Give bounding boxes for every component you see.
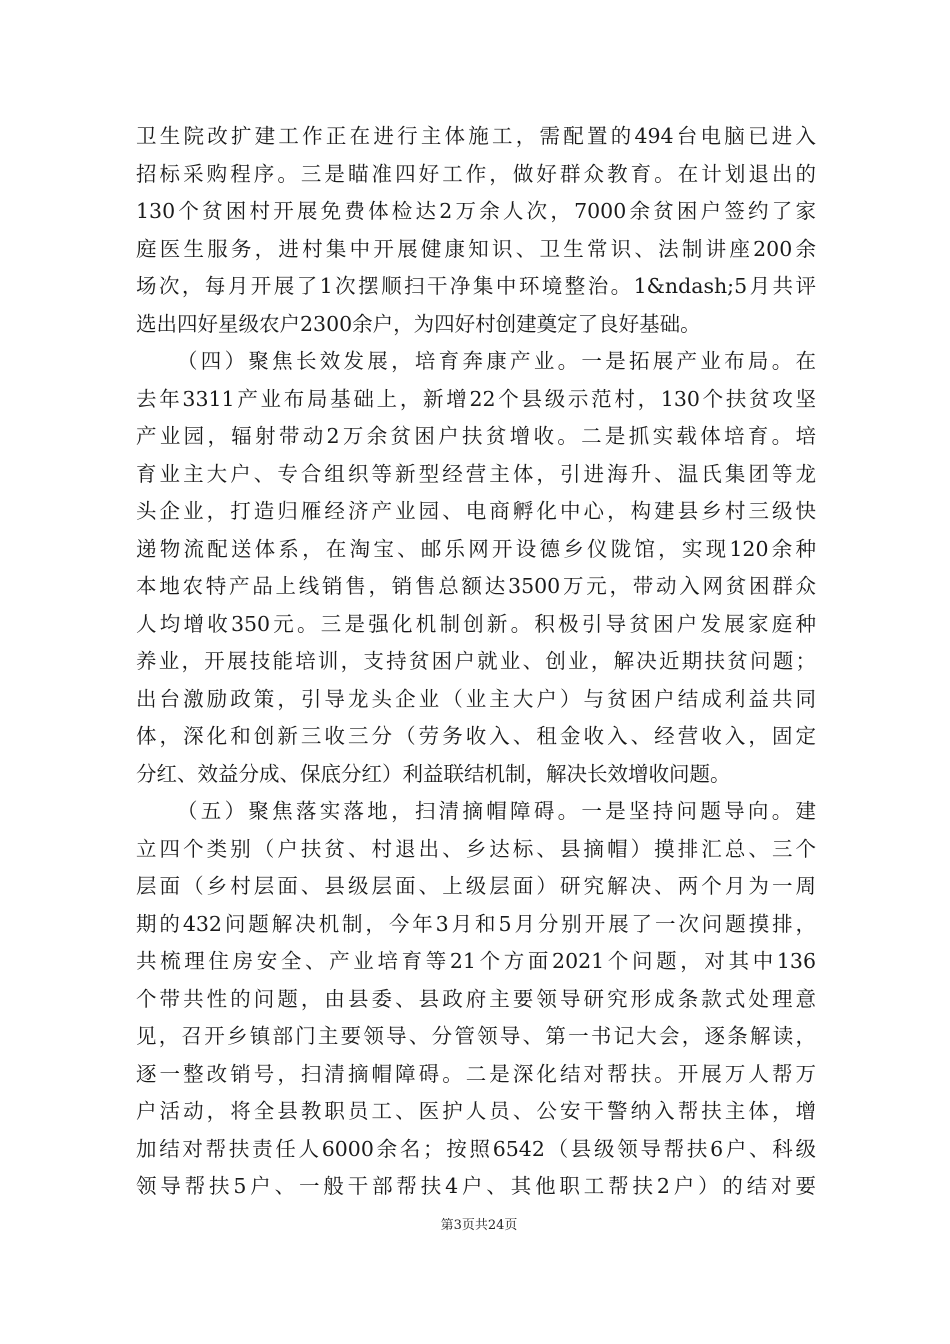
text-line: 个带共性的问题，由县委、县政府主要领导研究形成条款式处理意 (136, 986, 816, 1011)
text-line: 体，深化和创新三收三分（劳务收入、租金收入、经营收入，固定 (136, 724, 816, 748)
text-line: （五）聚焦落实落地，扫清摘帽障碍。一是坚持问题导向。建 (177, 799, 816, 823)
paragraph-five (136, 793, 816, 1206)
text-line: 头企业，打造归雁经济产业园、电商孵化中心，构建县乡村三级快 (136, 499, 816, 523)
text-line: 分红、效益分成、保底分红）利益联结机制，解决长效增收问题。 (136, 761, 731, 786)
paragraph-four (136, 343, 816, 793)
text-line: 逐一整改销号，扫清摘帽障碍。二是深化结对帮扶。开展万人帮万 (136, 1061, 816, 1086)
text-line: 层面（乡村层面、县级层面、上级层面）研究解决、两个月为一周 (136, 874, 816, 898)
text-line: 见，召开乡镇部门主要领导、分管领导、第一书记大会，逐条解读， (136, 1024, 816, 1048)
page-number: 第3页共24页 (440, 1218, 518, 1233)
text-line: 立四个类别（户扶贫、村退出、乡达标、县摘帽）摸排汇总、三个 (136, 836, 816, 861)
text-line: 人均增收350元。三是强化机制创新。积极引导贫困户发展家庭种 (136, 611, 816, 636)
text-line: 庭医生服务，进村集中开展健康知识、卫生常识、法制讲座200余 (136, 236, 816, 261)
text-line: 养业，开展技能培训，支持贫困户就业、创业，解决近期扶贫问题； (136, 649, 816, 673)
text-line: 卫生院改扩建工作正在进行主体施工，需配置的494台电脑已进入 (136, 124, 816, 148)
text-line: 期的432问题解决机制，今年3月和5月分别开展了一次问题摸排， (136, 911, 816, 936)
text-line: 场次，每月开展了1次摆顺扫干净集中环境整治。1&ndash;5月共评 (136, 274, 816, 298)
paragraph-continued (136, 118, 816, 343)
text-line: 选出四好星级农户2300余户，为四好村创建奠定了良好基础。 (136, 311, 701, 336)
text-line: 育业主大户、专合组织等新型经营主体，引进海升、温氏集团等龙 (136, 461, 816, 486)
text-line: 去年3311产业布局基础上，新增22个县级示范村，130个扶贫攻坚 (136, 386, 816, 411)
page-footer (0, 1214, 950, 1233)
text-line: 本地农特产品上线销售，销售总额达3500万元，带动入网贫困群众 (136, 574, 816, 598)
text-line: 加结对帮扶责任人6000余名；按照6542（县级领导帮扶6户、科级 (136, 1136, 816, 1161)
text-line: 出台激励政策，引导龙头企业（业主大户）与贫困户结成利益共同 (136, 686, 816, 711)
text-line: 户活动，将全县教职员工、医护人员、公安干警纳入帮扶主体，增 (136, 1099, 816, 1123)
text-line: （四）聚焦长效发展，培育奔康产业。一是拓展产业布局。在 (177, 349, 816, 373)
body-text (136, 118, 816, 1206)
text-line: 共梳理住房安全、产业培育等21个方面2021个问题，对其中136 (136, 949, 816, 973)
text-line: 招标采购程序。三是瞄准四好工作，做好群众教育。在计划退出的 (136, 161, 816, 186)
text-line: 130个贫困村开展免费体检达2万余人次，7000余贫困户签约了家 (136, 199, 816, 223)
text-line: 产业园，辐射带动2万余贫困户扶贫增收。二是抓实载体培育。培 (136, 424, 816, 448)
text-line: 递物流配送体系，在淘宝、邮乐网开设德乡仪陇馆，实现120余种 (136, 536, 816, 561)
text-line: 领导帮扶5户、一般干部帮扶4户、其他职工帮扶2户）的结对要 (136, 1174, 816, 1198)
